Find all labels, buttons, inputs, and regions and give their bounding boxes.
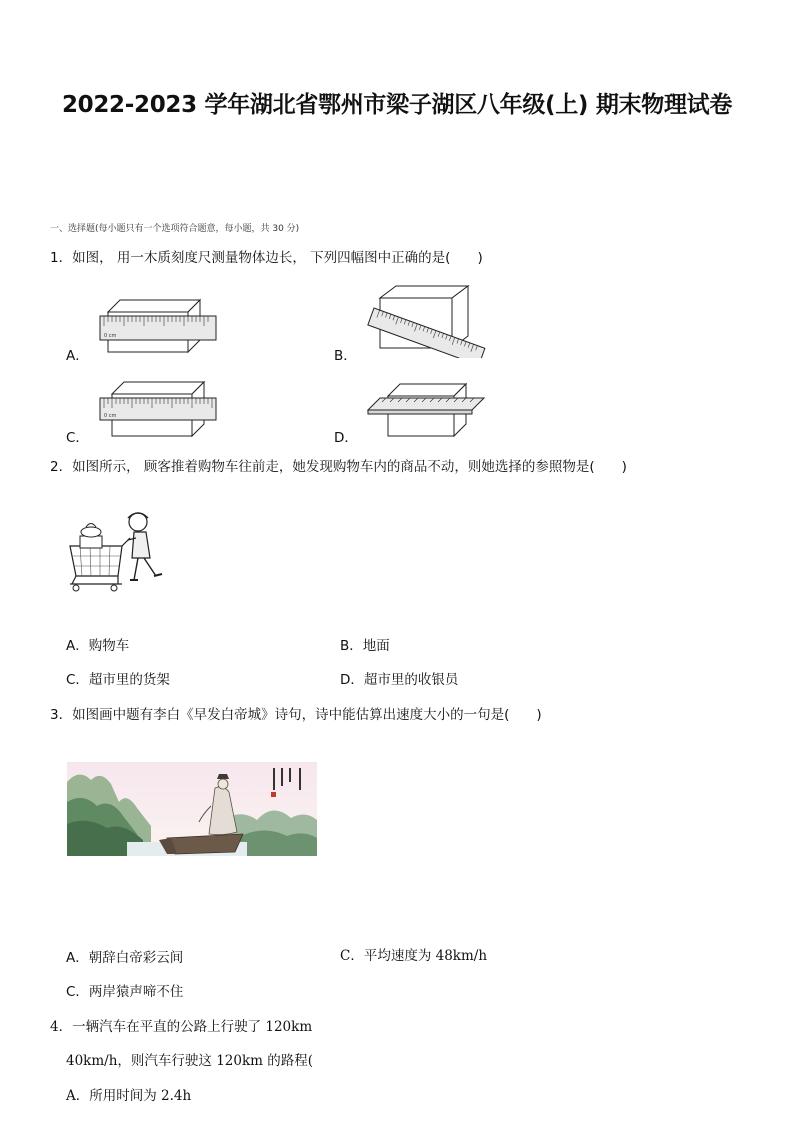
q1-option-b[interactable]: B． — [334, 348, 357, 364]
question-2-stem: 2．如图所示， 顾客推着购物车往前走，她发现购物车内的商品不动，则她选择的参照物是( ) — [50, 459, 627, 475]
q1-figure-b — [366, 282, 492, 358]
shopping-cart-illustration — [64, 510, 172, 594]
question-3-stem: 3．如图画中题有李白《早发白帝城》诗句，诗中能估算出速度大小的一句是( ) — [50, 707, 542, 723]
q1-figure-c — [98, 378, 220, 440]
q1-figure-d — [366, 380, 488, 440]
q2-option-d[interactable]: D．超市里的收银员 — [340, 672, 459, 688]
question-4-stem-line1: 4．一辆汽车在平直的公路上行驶了 120km — [50, 1019, 313, 1035]
q2-option-c[interactable]: C．超市里的货架 — [66, 672, 170, 688]
q2-option-b[interactable]: B．地面 — [340, 638, 390, 654]
q3-option-c-speed[interactable]: C．平均速度为 48km/h — [340, 948, 488, 964]
q1-option-c[interactable]: C． — [66, 430, 89, 446]
q1-option-d[interactable]: D． — [334, 430, 358, 446]
q1-option-a[interactable]: A． — [66, 348, 89, 364]
q2-option-a[interactable]: A．购物车 — [66, 638, 130, 654]
question-1-stem: 1．如图， 用一木质刻度尺测量物体边长， 下列四幅图中正确的是( ) — [50, 250, 483, 266]
question-4-stem-line2: 40km/h，则汽车行驶这 120km 的路程( — [66, 1053, 314, 1069]
ruler-zero-label: 0 cm — [104, 333, 117, 339]
q3-option-c[interactable]: C．两岸猿声啼不住 — [66, 984, 184, 1000]
q3-option-a[interactable]: A．朝辞白帝彩云间 — [66, 950, 184, 966]
section-heading: 一、选择题(每小题只有一个选项符合题意，每小题，共 30 分) — [50, 224, 300, 234]
ruler-zero-label: 0 cm — [104, 413, 117, 419]
poem-painting-image — [67, 762, 317, 856]
page-title: 2022-2023 学年湖北省鄂州市梁子湖区八年级(上) 期末物理试卷 — [61, 92, 733, 118]
q1-figure-a — [98, 296, 220, 358]
q4-option-a[interactable]: A．所用时间为 2.4h — [66, 1088, 192, 1104]
